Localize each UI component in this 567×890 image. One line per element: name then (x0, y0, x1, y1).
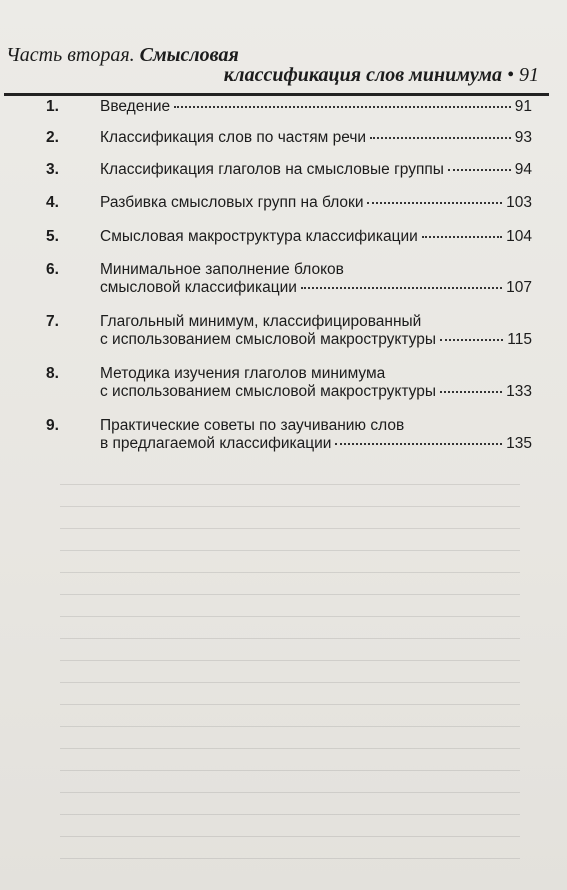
toc-entry-line (100, 365, 532, 383)
toc-entry-line (100, 228, 532, 246)
header-bullet: • (506, 64, 514, 86)
toc-entry-number: 1. (46, 98, 59, 115)
toc-entry-body (100, 365, 532, 401)
toc-entry-line (100, 98, 532, 116)
toc-entry-number: 6. (46, 261, 59, 278)
toc-entry-number: 2. (46, 129, 59, 146)
toc-entry-title: Смысловая макроструктура классификации (100, 228, 418, 245)
toc-entry-number: 4. (46, 194, 59, 211)
toc-entry-title: Классификация слов по частям речи (100, 129, 367, 146)
toc-entry-body (100, 417, 532, 453)
toc-entry[interactable] (46, 228, 532, 246)
toc-entry[interactable] (46, 365, 532, 401)
toc-entry-number: 9. (46, 417, 59, 434)
toc-entry-title: Разбивка смысловых групп на блоки (100, 194, 364, 211)
toc-entry-line (100, 435, 532, 453)
toc-entry-line (100, 194, 532, 212)
toc-entry-title: смысловой классификации (100, 279, 297, 296)
toc-entry[interactable] (46, 313, 532, 349)
dot-leader (335, 443, 502, 445)
toc-entry-line (100, 383, 532, 401)
toc-entry-page: 133 (506, 383, 532, 400)
dot-leader (440, 339, 503, 341)
bleed-through-text (60, 470, 520, 870)
toc-entry-body (100, 161, 532, 179)
toc-entry-body (100, 228, 532, 246)
toc-entry-title: в предлагаемой классификации (100, 435, 332, 452)
part-label: Часть вторая. (6, 44, 135, 66)
toc-entry[interactable] (46, 129, 532, 147)
toc-entry-body (100, 313, 532, 349)
toc-entry-page: 91 (514, 98, 532, 115)
toc-entry-title: Введение (100, 98, 171, 115)
toc-entry-page: 104 (506, 228, 532, 245)
toc-entry-line (100, 313, 532, 331)
toc-entry-page: 115 (507, 331, 532, 348)
toc-entry-page: 103 (506, 194, 532, 211)
part-title-second: классификация слов минимума (223, 64, 502, 86)
toc-entry-line (100, 279, 532, 297)
toc-entry-title: Классификация глаголов на смысловые группы (100, 161, 444, 178)
toc-entry-number: 8. (46, 365, 59, 382)
toc-entry-page: 93 (514, 129, 532, 146)
part-heading-line (6, 44, 239, 67)
toc-entry[interactable] (46, 98, 532, 116)
toc-entry[interactable] (46, 417, 532, 453)
toc-entry-title: Практические советы по заучиванию слов (100, 417, 405, 434)
toc-entry-line (100, 261, 532, 279)
page-header (6, 44, 551, 94)
part-title-first: Смысловая (139, 44, 239, 66)
toc-entry-page: 107 (506, 279, 532, 296)
toc-entry-body (100, 129, 532, 147)
toc-entry-line (100, 331, 532, 349)
toc-entry[interactable] (46, 194, 532, 212)
dot-leader (370, 137, 511, 139)
dot-leader (174, 106, 511, 108)
dot-leader (422, 236, 502, 238)
toc-entry-title: Минимальное заполнение блоков (100, 261, 344, 278)
toc-entry-page: 94 (514, 161, 532, 178)
toc-entry-line (100, 129, 532, 147)
toc-entry-title: Глагольный минимум, классифицированный (100, 313, 422, 330)
toc-entry-title: Методика изучения глаголов минимума (100, 365, 386, 382)
dot-leader (367, 202, 502, 204)
toc-entry-page: 135 (506, 435, 532, 452)
toc-entry-line (100, 417, 532, 435)
toc-entry-number: 3. (46, 161, 59, 178)
part-heading-second-line (224, 64, 539, 87)
toc-entry-title: с использованием смысловой макроструктуры (100, 331, 436, 348)
toc-entry-title: с использованием смысловой макроструктуры (100, 383, 436, 400)
toc-entry-body (100, 261, 532, 297)
toc-entry-line (100, 161, 532, 179)
toc-entry-number: 5. (46, 228, 59, 245)
dot-leader (440, 391, 502, 393)
toc-entry[interactable] (46, 261, 532, 297)
dot-leader (301, 287, 502, 289)
toc-entry[interactable] (46, 161, 532, 179)
toc-entry-body (100, 194, 532, 212)
dot-leader (448, 169, 511, 171)
toc-entry-number: 7. (46, 313, 59, 330)
toc-entry-body (100, 98, 532, 116)
header-rule (4, 93, 549, 96)
header-page-number: 91 (519, 64, 539, 86)
